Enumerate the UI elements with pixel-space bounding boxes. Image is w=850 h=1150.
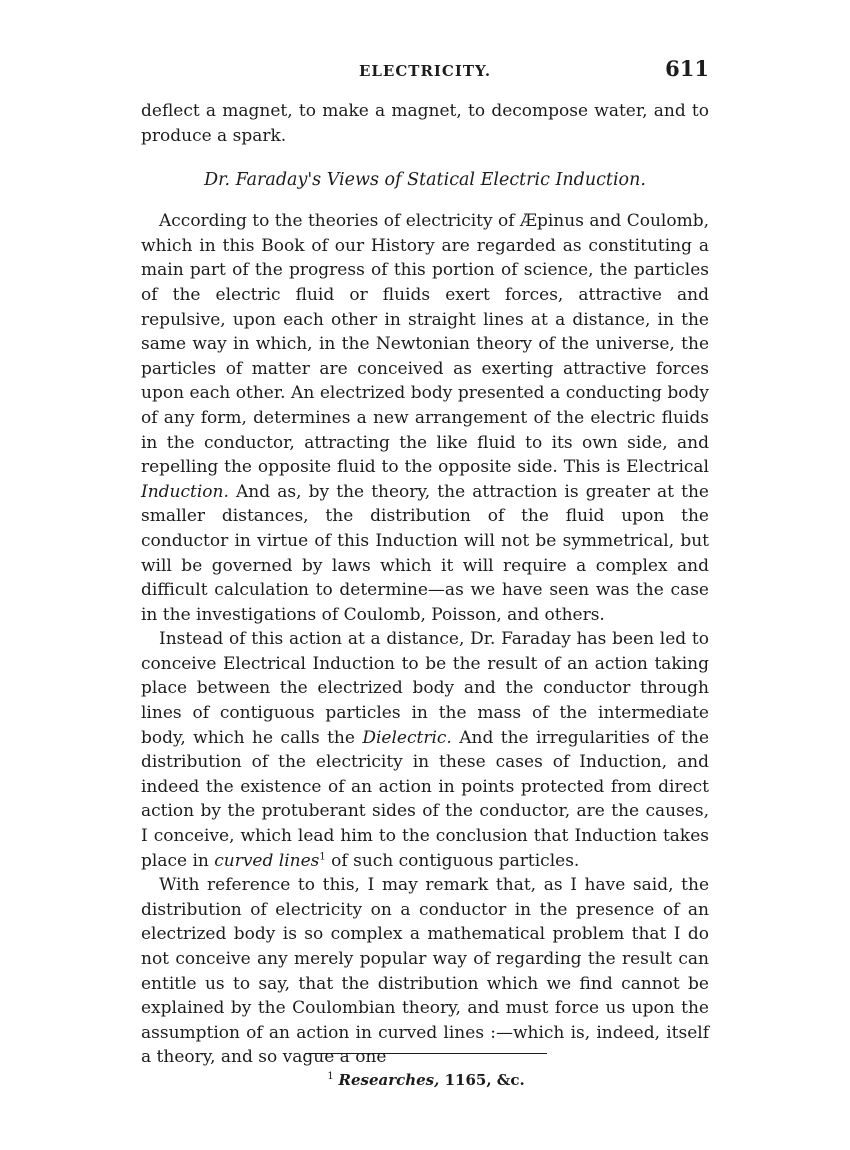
- italic-term-induction: Induction.: [141, 481, 229, 502]
- italic-term-curved-lines: curved lines: [214, 850, 320, 871]
- footnote-title: Researches,: [338, 1071, 440, 1089]
- footnote: [305, 1067, 547, 1090]
- paragraph-faraday-dielectric: [141, 627, 709, 873]
- paragraph-text: Instead of this action at a distance, Dr. Faraday has been led to conceive Electrical Induction to be the result of an action taking place between the electrized body and the conductor through lines of contiguous particles in the mass of the intermediate body, which he calls the: [141, 629, 709, 748]
- paragraph-text: And the irregularities of the distribution of the electricity in these cases of Induction, and indeed the existence of an action in points protected from direct action by the protuberant sides of the conductor, are the causes, I conceive, which lead him to the conclusion that Induction takes place in: [141, 727, 710, 871]
- body-text: [141, 99, 709, 1070]
- running-head: [141, 56, 709, 84]
- footnote-reference: 1: [319, 850, 326, 862]
- paragraph-aepinus-coulomb: [141, 209, 709, 627]
- running-title: ELECTRICITY.: [358, 62, 492, 80]
- paragraph-continued: deflect a magnet, to make a magnet, to decompose water, and to produce a spark.: [141, 101, 709, 146]
- paragraph-text: And as, by the theory, the attraction is greater at the smaller distances, the distribution of the fluid upon the conductor in virtue of this Induction will not be symmetrical, but will be governed by laws which it will require a complex and difficult calculation to determine—as we have seen was the case in the investigations of Coulomb, Poisson, and others.: [141, 481, 709, 625]
- italic-term-dielectric: Dielectric.: [362, 727, 452, 748]
- footnote-reference-text: 1165, &c.: [439, 1071, 525, 1089]
- footnote-marker: 1: [327, 1071, 334, 1082]
- paragraph-text: According to the theories of electricity of Æpinus and Coulomb, which in this Book of our History are regarded as constituting a main part of the progress of this portion of science, the particles of the electric fluid or fluids exert forces, attractive and repulsive, upon each other in straight lines at a distance, in the same way in which, in the Newtonian theory of the universe, the particles of matter are conceived as exerting attractive forces upon each other. An electrized body presented a conducting body of any form, determines a new arrangement of the electric fluids in the conductor, attracting the like fluid to its own side, and repelling the opposite fluid to the opposite side. This is Electrical: [141, 211, 709, 478]
- section-heading: Dr. Faraday's Views of Statical Electric Induction.: [204, 170, 646, 191]
- footnote-divider: [305, 1053, 547, 1054]
- page-number: 611: [665, 56, 709, 81]
- paragraph-remark: With reference to this, I may remark that, as I have said, the distribution of electricity on a conductor in the presence of an electrized body is so complex a mathematical problem that I do not conceive any merely popular way of regarding the result can entitle us to say, that the distribution which we find cannot be explained by the Coulombian theory, and must force us upon the assumption of an action in curved lines :—which is, indeed, itself a theory, and so vague a one: [141, 875, 709, 1068]
- paragraph-text: of such contiguous particles.: [325, 850, 580, 871]
